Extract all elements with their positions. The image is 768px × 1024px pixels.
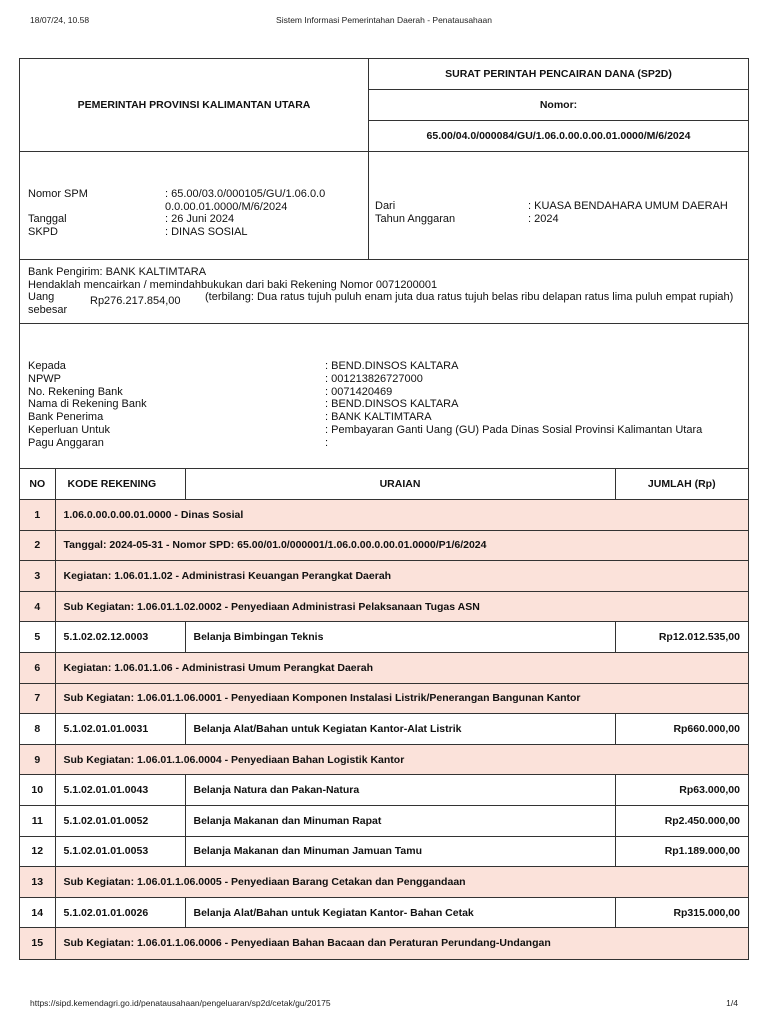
- dari-row: [375, 200, 740, 213]
- row-uraian: Belanja Makanan dan Minuman Rapat: [185, 806, 615, 837]
- table-row: [20, 500, 748, 531]
- recipient-section: [20, 324, 748, 469]
- spm-details: [20, 152, 369, 259]
- row-no: 11: [20, 806, 55, 837]
- row-no: 5: [20, 622, 55, 653]
- recipient-value: :: [325, 436, 329, 449]
- recipient-value: : Pembayaran Ganti Uang (GU) Pada Dinas Sosial Provinsi Kalimantan Utara: [325, 423, 703, 436]
- uang-row: [28, 291, 740, 316]
- row-no: 8: [20, 714, 55, 745]
- bank-section: [20, 260, 748, 324]
- table-row: [20, 806, 748, 837]
- table-row: [20, 897, 748, 928]
- row-heading: Sub Kegiatan: 1.06.01.1.06.0006 - Penyediaan Bahan Bacaan dan Peraturan Perundang-Undangan: [55, 928, 748, 959]
- nomor-value: 65.00/04.0/000084/GU/1.06.0.00.0.00.01.0000/M/6/2024: [426, 130, 691, 142]
- col-uraian-header: URAIAN: [185, 469, 615, 500]
- recipient-label: Pagu Anggaran: [28, 436, 104, 449]
- recipient-label: NPWP: [28, 372, 61, 385]
- recipient-label: No. Rekening Bank: [28, 385, 123, 398]
- row-heading: Tanggal: 2024-05-31 - Nomor SPD: 65.00/01.0/000001/1.06.0.00.0.00.01.0000/P1/6/2024: [55, 530, 748, 561]
- document-title-block: [369, 59, 748, 151]
- recipient-value: : 001213826727000: [325, 372, 423, 385]
- recipient-value: : BEND.DINSOS KALTARA: [325, 398, 459, 411]
- recipient-row: [28, 398, 740, 411]
- document-header: [20, 59, 748, 152]
- table-row: [20, 867, 748, 898]
- print-date: 18/07/24, 10.58: [30, 15, 90, 25]
- table-row: [20, 836, 748, 867]
- row-no: 10: [20, 775, 55, 806]
- table-row: [20, 591, 748, 622]
- row-jumlah: Rp2.450.000,00: [615, 806, 748, 837]
- print-title: Sistem Informasi Pemerintahan Daerah - Penatausahaan: [276, 15, 492, 25]
- table-row: [20, 530, 748, 561]
- skpd-value: : DINAS SOSIAL: [165, 225, 248, 238]
- recipient-value: : BANK KALTIMTARA: [325, 411, 432, 424]
- institution-name: PEMERINTAH PROVINSI KALIMANTAN UTARA: [20, 59, 369, 151]
- recipient-row: [28, 373, 740, 386]
- recipient-label: Kepada: [28, 360, 66, 372]
- tahun-anggaran-row: [375, 213, 740, 226]
- col-kode-header: KODE REKENING: [55, 469, 185, 500]
- row-no: 14: [20, 897, 55, 928]
- nomor-spm-value: : 65.00/03.0/000105/GU/1.06.0.0 0.0.00.01.0000/M/6/2024: [165, 188, 326, 213]
- skpd-row: [28, 226, 360, 239]
- recipient-row: [28, 360, 740, 373]
- row-no: 9: [20, 744, 55, 775]
- row-no: 6: [20, 653, 55, 684]
- recipient-row: [28, 411, 740, 424]
- row-kode: 5.1.02.02.12.0003: [55, 622, 185, 653]
- row-no: 1: [20, 500, 55, 531]
- row-no: 15: [20, 928, 55, 959]
- source-details: [369, 152, 748, 259]
- row-no: 4: [20, 591, 55, 622]
- row-jumlah: Rp315.000,00: [615, 897, 748, 928]
- row-jumlah: Rp1.189.000,00: [615, 836, 748, 867]
- table-row: [20, 714, 748, 745]
- row-kode: 5.1.02.01.01.0026: [55, 897, 185, 928]
- col-jumlah-header: JUMLAH (Rp): [615, 469, 748, 500]
- row-kode: 5.1.02.01.01.0052: [55, 806, 185, 837]
- row-uraian: Belanja Bimbingan Teknis: [185, 622, 615, 653]
- tahun-anggaran-label: Tahun Anggaran: [375, 212, 456, 225]
- row-kode: 5.1.02.01.01.0053: [55, 836, 185, 867]
- col-no-header: NO: [20, 469, 55, 500]
- page-number: 1/4: [726, 998, 738, 1008]
- row-heading: Kegiatan: 1.06.01.1.02 - Administrasi Keuangan Perangkat Daerah: [55, 561, 748, 592]
- row-kode: 5.1.02.01.01.0043: [55, 775, 185, 806]
- recipient-value: : BEND.DINSOS KALTARA: [325, 360, 459, 372]
- row-heading: Sub Kegiatan: 1.06.01.1.06.0005 - Penyediaan Barang Cetakan dan Penggandaan: [55, 867, 748, 898]
- print-header: [30, 15, 738, 27]
- uang-label: Uang sebesar: [28, 291, 68, 316]
- dari-label: Dari: [375, 200, 396, 212]
- spm-section: [20, 152, 748, 260]
- print-footer: [30, 998, 738, 1010]
- row-uraian: Belanja Makanan dan Minuman Jamuan Tamu: [185, 836, 615, 867]
- table-row: [20, 775, 748, 806]
- row-no: 13: [20, 867, 55, 898]
- row-kode: 5.1.02.01.01.0031: [55, 714, 185, 745]
- row-heading: 1.06.0.00.0.00.01.0000 - Dinas Sosial: [55, 500, 748, 531]
- row-no: 3: [20, 561, 55, 592]
- terbilang: (terbilang: Dua ratus tujuh puluh enam juta dua ratus tujuh belas ribu delapan ratus lima puluh empat rupiah): [205, 291, 734, 303]
- nomor-label: Nomor:: [369, 90, 748, 121]
- nomor-spm-label: Nomor SPM: [28, 188, 88, 200]
- row-jumlah: Rp12.012.535,00: [615, 622, 748, 653]
- recipient-row: [28, 437, 740, 450]
- recipient-row: [28, 424, 740, 437]
- tanggal-value: : 26 Juni 2024: [165, 213, 235, 225]
- table-row: [20, 928, 748, 959]
- document-title: SURAT PERINTAH PENCAIRAN DANA (SP2D): [369, 59, 748, 90]
- recipient-label: Keperluan Untuk: [28, 423, 110, 436]
- row-jumlah: Rp63.000,00: [615, 775, 748, 806]
- table-row: [20, 653, 748, 684]
- table-header-row: [20, 469, 748, 500]
- row-uraian: Belanja Alat/Bahan untuk Kegiatan Kantor- Bahan Cetak: [185, 897, 615, 928]
- row-heading: Sub Kegiatan: 1.06.01.1.06.0001 - Penyediaan Komponen Instalasi Listrik/Penerangan Bangunan Kantor: [55, 683, 748, 714]
- rekening-table: [20, 469, 748, 959]
- row-jumlah: Rp660.000,00: [615, 714, 748, 745]
- print-url[interactable]: https://sipd.kemendagri.go.id/penatausahaan/pengeluaran/sp2d/cetak/gu/20175: [30, 998, 331, 1008]
- nomor-spm-row: [28, 188, 360, 213]
- tahun-anggaran-value: : 2024: [528, 212, 559, 225]
- row-no: 12: [20, 836, 55, 867]
- table-row: [20, 683, 748, 714]
- row-uraian: Belanja Natura dan Pakan-Natura: [185, 775, 615, 806]
- row-no: 7: [20, 683, 55, 714]
- recipient-label: Bank Penerima: [28, 411, 104, 424]
- row-uraian: Belanja Alat/Bahan untuk Kegiatan Kantor-Alat Listrik: [185, 714, 615, 745]
- row-heading: Sub Kegiatan: 1.06.01.1.02.0002 - Penyediaan Administrasi Pelaksanaan Tugas ASN: [55, 591, 748, 622]
- bank-pengirim: Bank Pengirim: BANK KALTIMTARA: [28, 266, 207, 278]
- recipient-value: : 0071420469: [325, 385, 393, 398]
- tanggal-label: Tanggal: [28, 213, 67, 225]
- uang-amount: Rp276.217.854,00: [90, 295, 181, 307]
- dari-value: : KUASA BENDAHARA UMUM DAERAH: [528, 200, 728, 212]
- bank-instruction: Hendaklah mencairkan / memindahbukukan dari baki Rekening Nomor 0071200001: [28, 278, 438, 291]
- row-heading: Sub Kegiatan: 1.06.01.1.06.0004 - Penyediaan Bahan Logistik Kantor: [55, 744, 748, 775]
- skpd-label: SKPD: [28, 225, 58, 238]
- sp2d-document: [19, 58, 749, 960]
- recipient-label: Nama di Rekening Bank: [28, 398, 147, 411]
- recipient-row: [28, 386, 740, 399]
- tanggal-row: [28, 213, 360, 226]
- table-row: [20, 744, 748, 775]
- row-heading: Kegiatan: 1.06.01.1.06 - Administrasi Umum Perangkat Daerah: [55, 653, 748, 684]
- table-row: [20, 622, 748, 653]
- rekening-table-section: [20, 469, 748, 959]
- row-no: 2: [20, 530, 55, 561]
- table-row: [20, 561, 748, 592]
